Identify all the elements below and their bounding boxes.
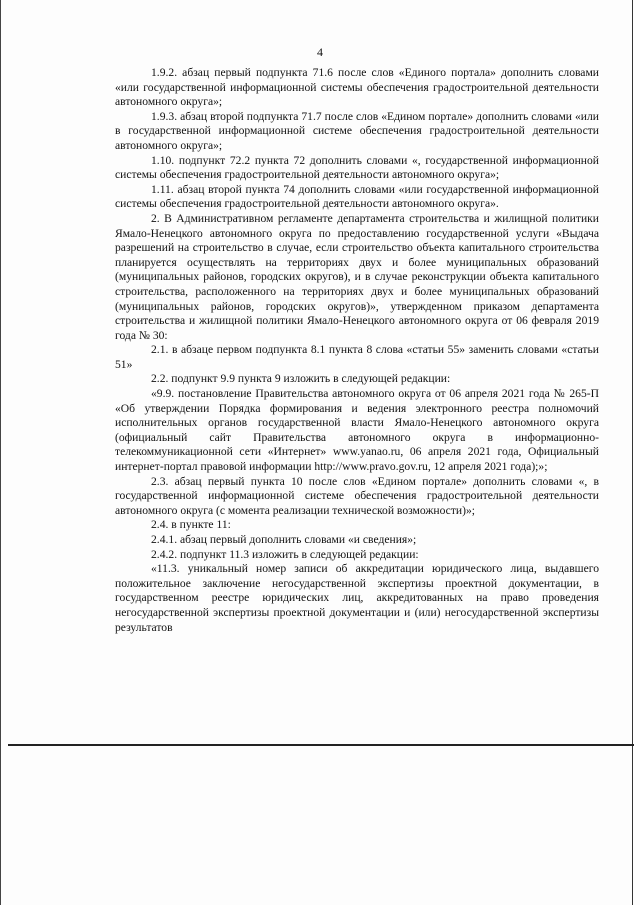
paragraph-2: 2. В Административном регламенте департамента строительства и жилищной политики Ямало-Ненецкого автономного округа по предоставлению государственной услуги «Выдача разрешений на строительство в случае, если строительство объекта капитального строительства планируется осуществлять на территориях двух и более муниципальных образований (муниципальных районов, городских округов), и в случае реконструкции объекта капитального строительства, расположенного на территориях двух и более муниципальных образований (муниципальных районов, городских округов)», утвержденном приказом департамента строительства и жилищной политики Ямало-Ненецкого автономного округа от 06 февраля 2019 года № 30: <box>115 211 599 342</box>
scan-edge-left <box>0 0 1 905</box>
paragraph-2-3: 2.3. абзац первый пункта 10 после слов «Едином портале» дополнить словами «, в государственной информационной системе обеспечения градостроительной деятельности автономного округа (с момента реализации технической возможности)»; <box>115 474 599 517</box>
paragraph-11-3-quote: «11.3. уникальный номер записи об аккредитации юридического лица, выдавшего положительное заключение негосударственной экспертизы проектной документации, в государственном реестре юридических лиц, аккредитованных на право проведения негосударственной экспертизы проектной документации и (или) негосударственной экспертизы результатов <box>115 562 599 634</box>
paragraph-1-9-2: 1.9.2. абзац первый подпункта 71.6 после слов «Единого портала» дополнить словами «или государственной информационной системы обеспечения градостроительной деятельности автономного округа»; <box>115 66 599 109</box>
paragraph-2-4-1: 2.4.1. абзац первый дополнить словами «и сведения»; <box>151 533 417 546</box>
document-body <box>115 66 599 635</box>
paragraph-2-4-2: 2.4.2. подпункт 11.3 изложить в следующей редакции: <box>151 547 419 561</box>
paragraph-2-2: 2.2. подпункт 9.9 пункта 9 изложить в следующей редакции: <box>151 372 451 386</box>
paragraph-9-9-quote: «9.9. постановление Правительства автономного округа от 06 апреля 2021 года № 265-П «Об утверждении Порядка формирования и ведения электронного реестра полномочий исполнительных органов государственной власти Ямало-Ненецкого автономного округа (официальный сайт Правительства автономного округа в информационно-телекоммуникационной сети «Интернет» www.yanao.ru, 06 апреля 2021 года, Официальный интернет-портал правовой информации http://www.pravo.gov.ru, 12 апреля 2021 года);»; <box>115 387 599 474</box>
paragraph-1-10: 1.10. подпункт 72.2 пункта 72 дополнить словами «, государственной информационной системы обеспечения градостроительной деятельности автономного округа»; <box>115 153 599 182</box>
scan-edge-right <box>632 0 633 905</box>
paragraph-2-4: 2.4. в пункте 11: <box>151 518 231 532</box>
paragraph-1-11: 1.11. абзац второй пункта 74 дополнить словами «или государственной информационной системы обеспечения градостроительной деятельности автономного округа». <box>115 182 599 211</box>
paragraph-2-1: 2.1. в абзаце первом подпункта 8.1 пункта 8 слова «статьи 55» заменить словами «статьи 51» <box>115 343 599 371</box>
paragraph-1-9-3: 1.9.3. абзац второй подпункта 71.7 после слов «Едином портале» дополнить словами «или в государственной информационной системе обеспечения градостроительной деятельности автономного округа»; <box>115 109 599 152</box>
page-number: 4 <box>317 45 323 59</box>
scan-border-line <box>8 744 634 746</box>
